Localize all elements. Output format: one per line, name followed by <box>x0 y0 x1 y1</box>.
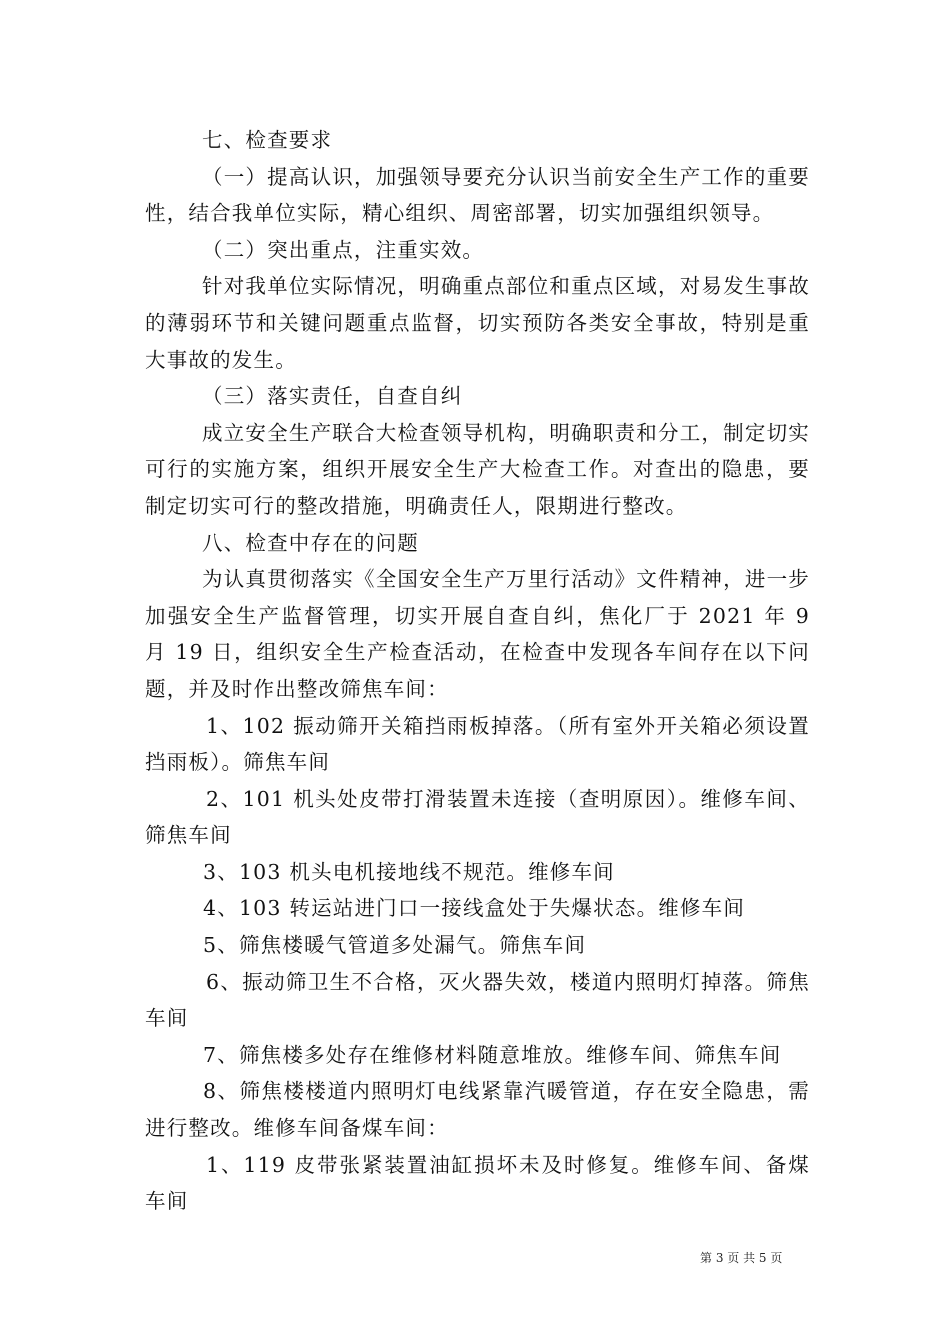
issue-item: 2、101 机头处皮带打滑装置未连接（查明原因）。维修车间、筛焦车间 <box>145 786 810 848</box>
issue-item: 3、103 机头电机接地线不规范。维修车间 <box>203 859 615 884</box>
paragraph-item-2-body: 针对我单位实际情况，明确重点部位和重点区域，对易发生事故的薄弱环节和关键问题重点监督，切实预防各类安全事故，特别是重大事故的发生。 <box>145 274 810 372</box>
issue-item: 8、筛焦楼楼道内照明灯电线紧靠汽暖管道，存在安全隐患，需进行整改。维修车间备煤车间： <box>145 1079 810 1141</box>
page-number-footer: 第 3 页 共 5 页 <box>700 1251 783 1265</box>
paragraph-item-2-heading: （二）突出重点，注重实效。 <box>202 237 485 262</box>
paragraph-inspection-intro: 为认真贯彻落实《全国安全生产万里行活动》文件精神，进一步加强安全生产监督管理，切实开展自查自纠，焦化厂于 2021 年 9 月 19 日，组织安全生产检查活动，在检查中发现各车间存在以下问题，并及时作出整改筛焦车间： <box>145 567 810 701</box>
issue-item: 6、振动筛卫生不合格，灭火器失效，楼道内照明灯掉落。筛焦车间 <box>145 969 810 1031</box>
issue-item: 4、103 转运站进门口一接线盒处于失爆状态。维修车间 <box>203 896 746 921</box>
issue-item: 5、筛焦楼暖气管道多处漏气。筛焦车间 <box>203 933 587 958</box>
document-body <box>145 122 810 1220</box>
paragraph-item-3-body: 成立安全生产联合大检查领导机构，明确职责和分工，制定切实可行的实施方案，组织开展安全生产大检查工作。对查出的隐患，要制定切实可行的整改措施，明确责任人，限期进行整改。 <box>145 420 810 518</box>
paragraph-item-1: （一）提高认识，加强领导要充分认识当前安全生产工作的重要性，结合我单位实际，精心组织、周密部署，切实加强组织领导。 <box>145 164 810 226</box>
issue-item: 1、119 皮带张紧装置油缸损坏未及时修复。维修车间、备煤车间 <box>145 1152 810 1214</box>
issue-item: 1、102 振动筛开关箱挡雨板掉落。（所有室外开关箱必须设置挡雨板）。筛焦车间 <box>145 713 810 775</box>
issue-item: 7、筛焦楼多处存在维修材料随意堆放。维修车间、筛焦车间 <box>203 1042 782 1067</box>
section-heading-8: 八、检查中存在的问题 <box>202 530 419 555</box>
paragraph-item-3-heading: （三）落实责任，自查自纠 <box>202 384 463 409</box>
section-heading-7: 七、检查要求 <box>202 128 333 152</box>
